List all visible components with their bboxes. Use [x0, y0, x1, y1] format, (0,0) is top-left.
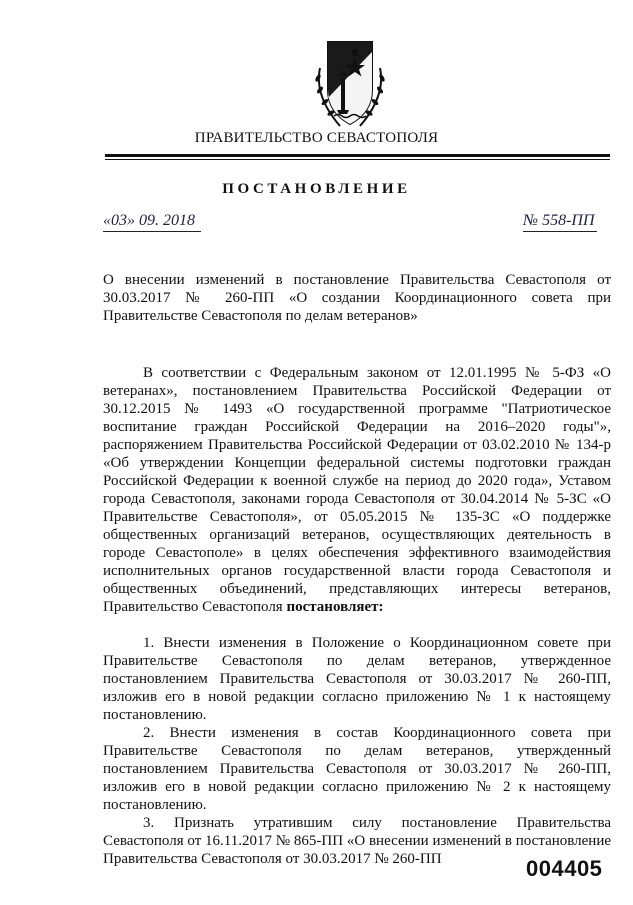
- document-subject: О внесении изменений в постановление Правительства Севастополя от 30.03.2017 № 260-ПП «О создании Координационного совета при Правительстве Севастополя по делам ветеранов»: [103, 272, 611, 324]
- document-body: [103, 364, 611, 868]
- document-number: № 558-ПП: [523, 212, 597, 232]
- serial-number: 004405: [526, 856, 603, 881]
- header-rule-thick: [105, 154, 610, 157]
- decree-item-1: 1. Внести изменения в Положение о Координационном совете при Правительстве Севастополя по делам ветеранов, утвержденное постановлением Правительства Севастополя от 30.03.2017 № 260-ПП, изложив его в новой редакции согласно приложению № 1 к настоящему постановлению.: [103, 635, 611, 723]
- sevastopol-coat-of-arms-icon: [300, 38, 396, 134]
- paragraph-spacer: [103, 616, 611, 634]
- document-date: «03» 09. 2018: [103, 212, 201, 232]
- document-type-title: ПОСТАНОВЛЕНИЕ: [222, 181, 411, 197]
- decree-item-3: 3. Признать утратившим силу постановление Правительства Севастополя от 16.11.2017 № 865-ПП «О внесении изменений в постановление Правительства Севастополя от 30.03.2017 № 260-ПП: [103, 815, 611, 867]
- preamble-paragraph: [103, 364, 611, 616]
- preamble-colon: :: [378, 599, 384, 615]
- preamble-decree-word: постановляет: [286, 599, 379, 615]
- preamble-text: В соответствии с Федеральным законом от 12.01.1995 № 5-ФЗ «О ветеранах», постановлением Правительства Российской Федерации от 30.12.2015 № 1493 «О государственной программе "Патриотическое воспитание граждан Российской Федерации на 2016–2020 годы"», распоряжением Правительства Российской Федерации от 03.02.2010 № 134-р «Об утверждении Концепции федеральной системы подготовки граждан Российской Федерации к военной службе на период до 2020 года», Уставом города Севастополя, законами города Севастополя от 30.04.2014 № 5-ЗС «О Правительстве Севастополя», от 05.05.2015 № 135-ЗС «О поддержке общественных организаций ветеранов, осуществляющих деятельность в городе Севастополе» в целях обеспечения эффективного взаимодействия исполнительных органов государственной власти города Севастополя и общественных объединений, представляющих интересы ветеранов, Правительство Севастополя: [103, 365, 611, 615]
- header-rule-thin: [105, 159, 610, 160]
- decree-item-2: 2. Внести изменения в состав Координационного совета при Правительстве Севастополя по делам ветеранов, утвержденный постановлением Правительства Севастополя от 30.03.2017 № 260-ПП, изложив его в новой редакции согласно приложению № 2 к настоящему постановлению.: [103, 725, 611, 813]
- organization-name: ПРАВИТЕЛЬСТВО СЕВАСТОПОЛЯ: [194, 130, 439, 146]
